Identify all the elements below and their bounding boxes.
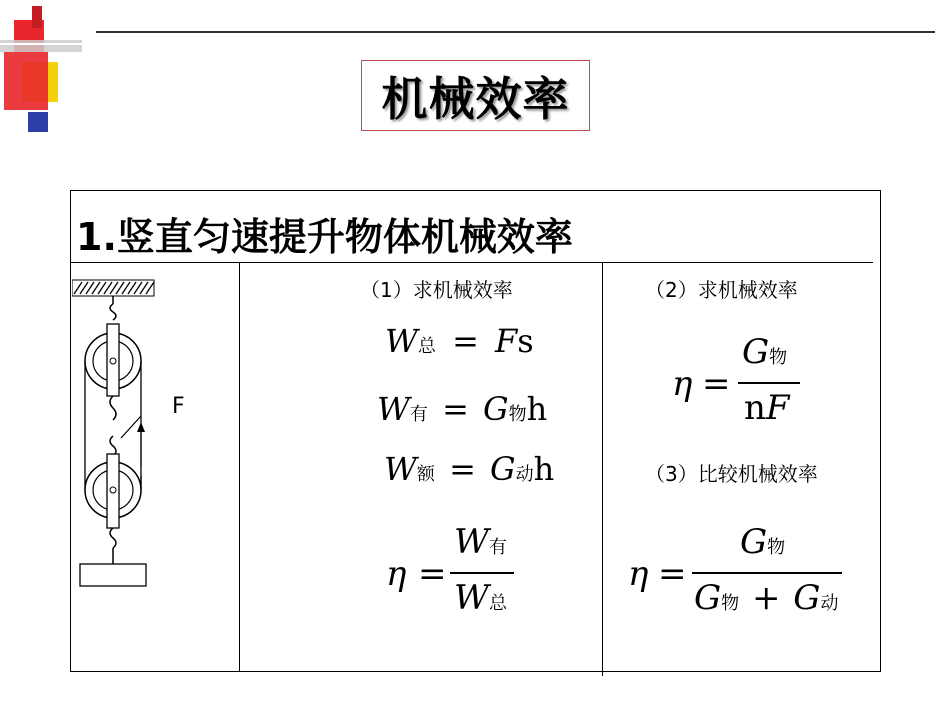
formula-symbol: W xyxy=(377,390,410,428)
fraction-bar xyxy=(692,572,842,574)
formula-symbol: F xyxy=(495,322,518,360)
page-title-box xyxy=(361,60,590,131)
formula-subscript: 总 xyxy=(417,336,436,357)
formula-symbol: G xyxy=(740,522,768,562)
header-rule xyxy=(96,31,935,33)
formula-symbol: W xyxy=(385,322,418,360)
formula-w-useful xyxy=(377,390,547,428)
fraction-numerator xyxy=(740,522,785,562)
fraction-numerator xyxy=(454,522,507,562)
formula-subscript: 物 xyxy=(767,537,786,558)
formula-equals: = xyxy=(449,450,476,488)
formula-subscript: 物 xyxy=(508,404,527,425)
column-divider-2 xyxy=(602,262,603,676)
formula-symbol: G xyxy=(490,450,516,488)
formula-subscript: 有 xyxy=(409,404,428,425)
formula-equals: = xyxy=(658,554,687,594)
formula-equals: = xyxy=(442,390,469,428)
formula-eta-2 xyxy=(672,330,812,440)
section-heading: 1.竖直匀速提升物体机械效率 xyxy=(76,215,573,259)
formula-symbol: G xyxy=(694,578,722,618)
fraction-denominator xyxy=(744,388,790,428)
pulley-diagram xyxy=(72,276,238,596)
formula-symbol: W xyxy=(384,450,417,488)
formula-tail: s xyxy=(517,322,534,360)
formula-eta-1 xyxy=(384,520,524,630)
formula-symbol: G xyxy=(742,332,770,372)
formula-text: n xyxy=(744,388,766,428)
formula-w-extra xyxy=(384,450,554,488)
formula-plus: + xyxy=(751,578,781,618)
col1-heading: （1）求机械效率 xyxy=(360,278,513,302)
formula-subscript: 动 xyxy=(515,464,534,485)
fraction-denominator xyxy=(454,578,507,618)
formula-subscript: 动 xyxy=(820,593,839,614)
formula-subscript: 物 xyxy=(769,347,788,368)
logo-graphic xyxy=(0,0,100,140)
formula-symbol: W xyxy=(454,522,489,562)
col2-heading: （2）求机械效率 xyxy=(645,278,798,302)
formula-w-total xyxy=(385,322,534,360)
formula-subscript: 物 xyxy=(721,593,740,614)
formula-subscript: 有 xyxy=(488,537,507,558)
formula-subscript: 总 xyxy=(488,593,507,614)
col3-heading: （3）比较机械效率 xyxy=(645,462,818,486)
formula-equals: = xyxy=(418,554,447,594)
fraction-numerator xyxy=(742,332,787,372)
formula-symbol: G xyxy=(793,578,821,618)
logo xyxy=(0,0,100,140)
formula-symbol: G xyxy=(483,390,509,428)
formula-subscript: 额 xyxy=(416,464,435,485)
page-title: 机械效率 xyxy=(381,71,570,126)
formula-tail: h xyxy=(533,450,555,488)
formula-eta-3 xyxy=(628,520,858,630)
formula-symbol: F xyxy=(765,388,790,428)
fraction-denominator xyxy=(694,578,838,618)
formula-symbol: W xyxy=(454,578,489,618)
column-divider-1 xyxy=(239,262,240,672)
force-label: F xyxy=(172,394,185,419)
heading-divider xyxy=(71,262,873,263)
formula-equals: = xyxy=(452,322,479,360)
eta-symbol: η xyxy=(386,554,407,594)
eta-symbol: η xyxy=(628,554,649,594)
formula-equals: = xyxy=(702,364,731,404)
fraction-bar xyxy=(450,572,514,574)
formula-tail: h xyxy=(526,390,548,428)
eta-symbol: η xyxy=(672,364,693,404)
fraction-bar xyxy=(738,382,800,384)
